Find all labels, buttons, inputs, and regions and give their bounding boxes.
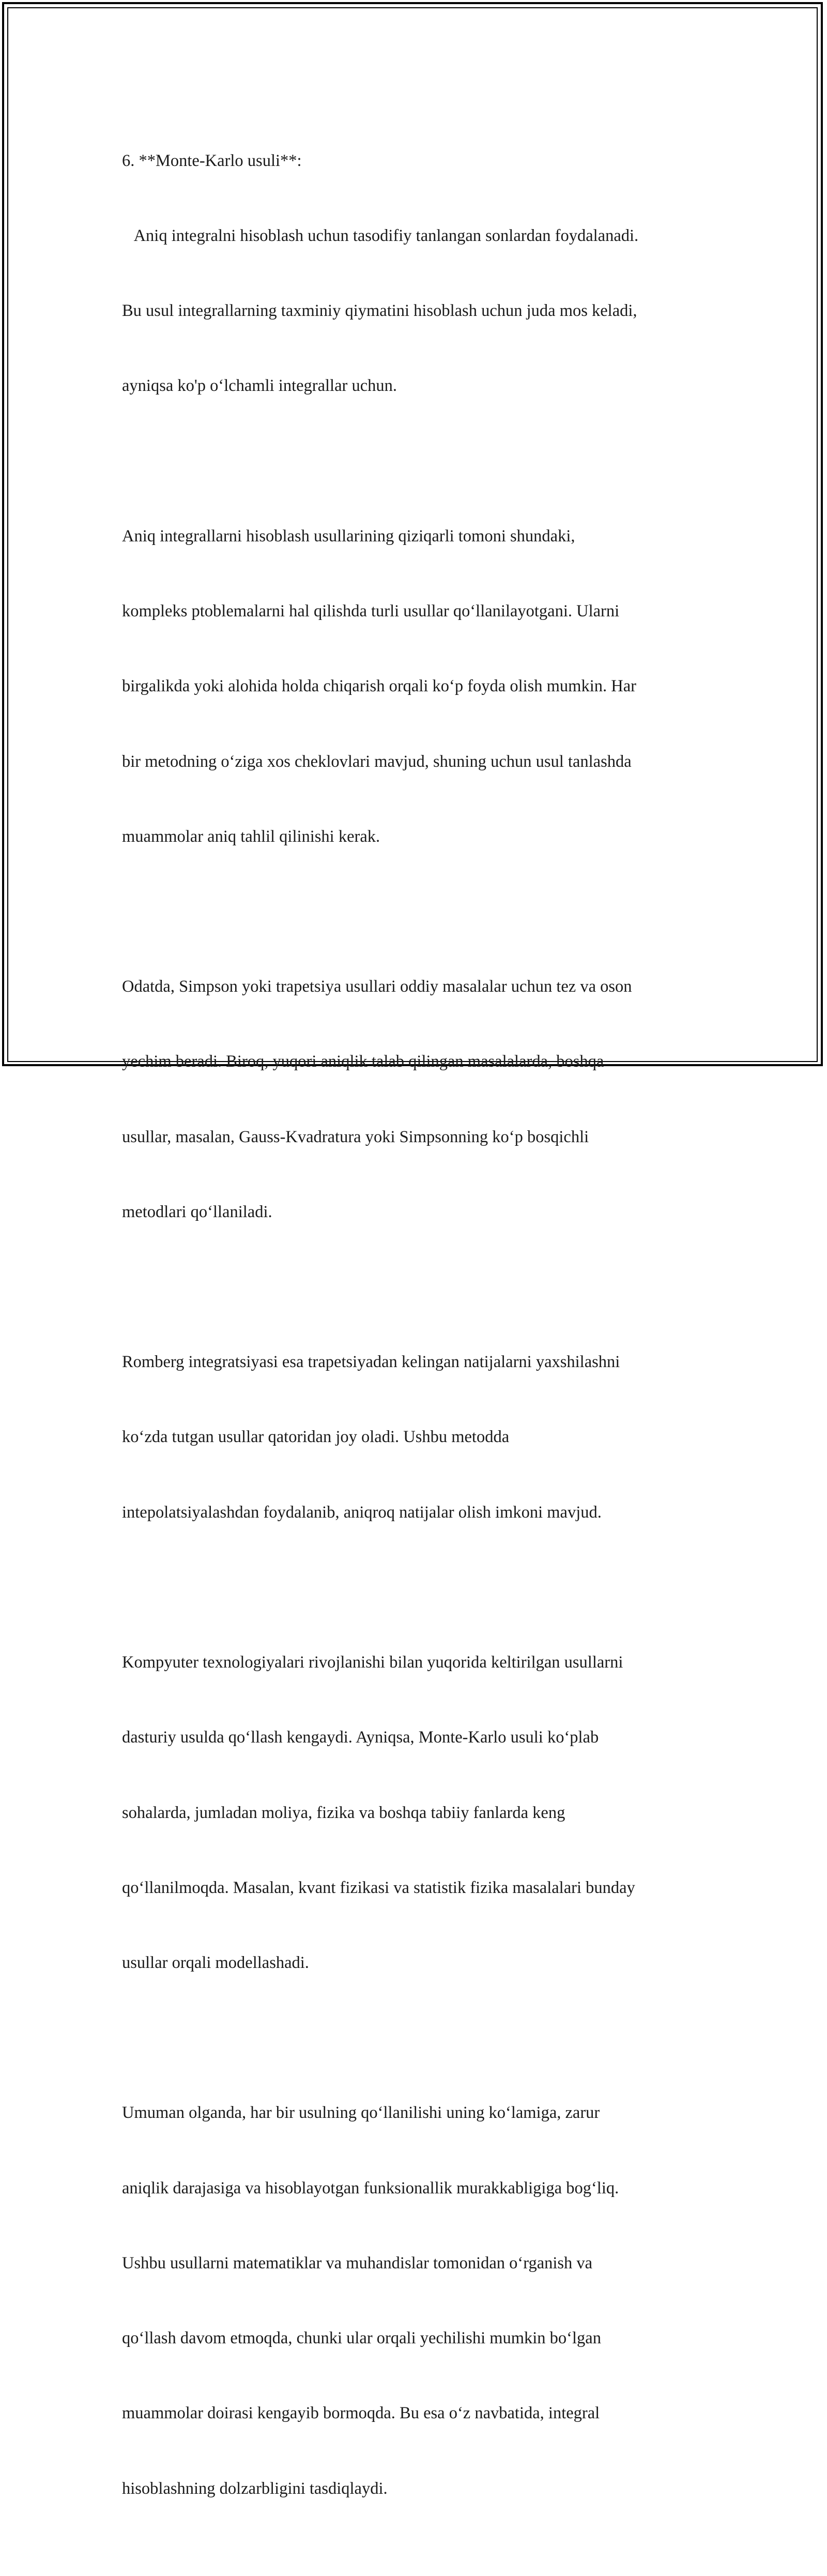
text-line: Odatda, Simpson yoki trapetsiya usullari oddiy masalalar uchun tez va oson (122, 977, 632, 996)
text-line: qo‘llanilmoqda. Masalan, kvant fizikasi va statistik fizika masalalari bunday (122, 1878, 635, 1897)
text-line: ko‘zda tutgan usullar qatoridan joy oladi. Ushbu metodda (122, 1428, 510, 1447)
text-line: hisoblashning dolzarbligini tasdiqlaydi. (122, 2479, 388, 2498)
text-line: kompleks ptoblemalarni hal qilishda turli usullar qo‘llanilayotgani. Ularni (122, 602, 620, 621)
text-line: Kompyuter texnologiyalari rivojlanishi bilan yuqorida keltirilgan usullarni (122, 1653, 623, 1672)
paragraph-romberg (122, 1299, 716, 1574)
text-line: muammolar doirasi kengayib bormoqda. Bu esa o‘z navbatida, integral (122, 2404, 600, 2423)
text-line: dasturiy usulda qo‘llash kengaydi. Ayniqsa, Monte-Karlo usuli ko‘plab (122, 1728, 599, 1747)
text-line: 6. **Monte-Karlo usuli**: (122, 151, 302, 170)
text-line: Bu usul integrallarning taxminiy qiymatini hisoblash uchun juda mos keladi, (122, 301, 637, 321)
paragraph-computer-technology (122, 1600, 716, 2025)
text-line: Umuman olganda, har bir usulning qo‘llanilishi uning ko‘lamiga, zarur (122, 2103, 600, 2123)
text-line: qo‘llash davom etmoqda, chunki ular orqali yechilishi mumkin bo‘lgan (122, 2329, 601, 2348)
paragraph-methods-overview (122, 474, 716, 899)
text-line: Romberg integratsiyasi esa trapetsiyadan kelingan natijalarni yaxshilashni (122, 1353, 620, 1372)
text-line: Aniq integrallarni hisoblash usullarining qiziqarli tomoni shundaki, (122, 526, 575, 545)
text-line: usullar orqali modellashadi. (122, 1953, 309, 1972)
text-line: ayniqsa ko'p o‘lchamli integrallar uchun. (122, 376, 397, 396)
text-line: metodlari qo‘llaniladi. (122, 1202, 272, 1221)
text-line: yechim beradi. Biroq, yuqori aniqlik talab qilingan masalalarda, boshqa (122, 1052, 604, 1071)
text-line: Ushbu usullarni matematiklar va muhandislar tomonidan o‘rganish va (122, 2253, 593, 2272)
text-line: bir metodning o‘ziga xos cheklovlari mavjud, shuning uchun usul tanlashda (122, 752, 632, 771)
text-line: Aniq integralni hisoblash uchun tasodifiy tanlangan sonlardan foydalanadi. (122, 226, 639, 246)
text-line: intepolatsiyalashdan foydalanib, aniqroq natijalar olish imkoni mavjud. (122, 1503, 602, 1522)
paragraph-conclusion (122, 2051, 716, 2551)
paragraph-monte-karlo (122, 98, 716, 449)
text-line: aniqlik darajasiga va hisoblayotgan funksionallik murakkabligiga bog‘liq. (122, 2178, 619, 2198)
text-line: birgalikda yoki alohida holda chiqarish orqali ko‘p foyda olish mumkin. Har (122, 677, 636, 696)
document-body (122, 98, 716, 2576)
text-line: usullar, masalan, Gauss-Kvadratura yoki Simpsonning ko‘p bosqichli (122, 1127, 589, 1146)
text-line: muammolar aniq tahlil qilinishi kerak. (122, 827, 380, 846)
text-line: sohalarda, jumladan moliya, fizika va boshqa tabiiy fanlarda keng (122, 1803, 565, 1822)
paragraph-simpson-trapezoid (122, 924, 716, 1275)
